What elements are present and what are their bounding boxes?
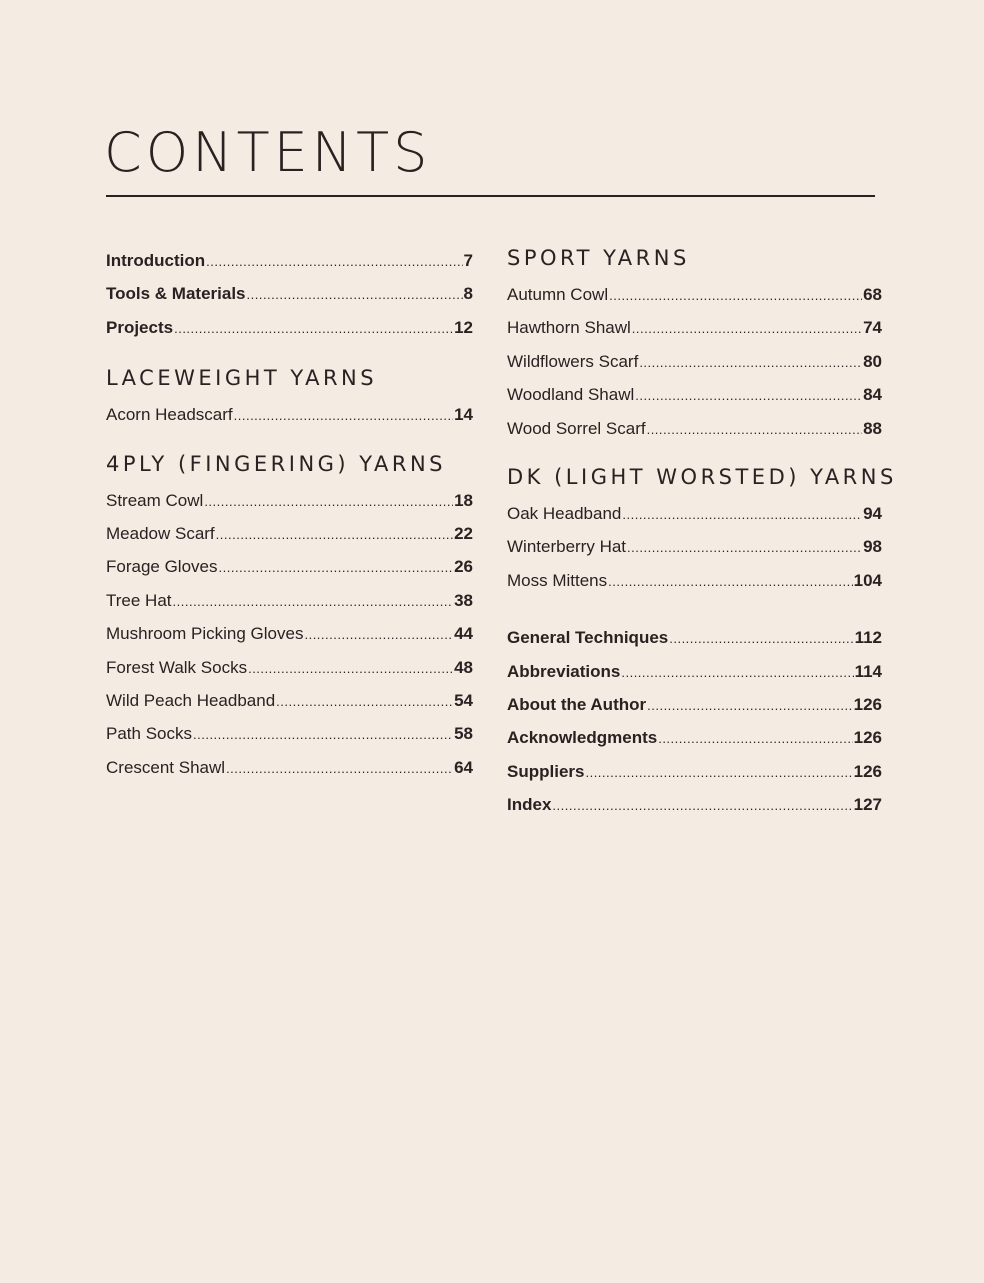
toc-entry-label: Crescent Shawl — [106, 757, 226, 777]
page-title: CONTENTS — [104, 121, 432, 184]
toc-entry[interactable] — [507, 311, 882, 344]
toc-entry[interactable] — [507, 278, 882, 311]
front-matter-list — [106, 244, 473, 344]
toc-entry-page: 112 — [854, 628, 882, 648]
toc-entry-page: 22 — [454, 523, 473, 543]
dot-leader — [248, 652, 453, 685]
dot-leader — [647, 689, 853, 722]
dot-leader — [206, 245, 462, 278]
toc-entry-page: 126 — [853, 761, 882, 781]
toc-entry-page: 14 — [454, 405, 473, 425]
dot-leader — [639, 346, 862, 379]
dot-leader — [658, 722, 852, 755]
toc-entry[interactable] — [507, 564, 882, 597]
toc-entry-page: 18 — [454, 490, 473, 510]
section-heading-laceweight: LACEWEIGHT YARNS — [106, 366, 378, 391]
toc-entry-page: 64 — [454, 757, 473, 777]
toc-entry-page: 8 — [463, 284, 473, 304]
toc-entry-page: 127 — [853, 795, 882, 815]
toc-entry-tools-materials[interactable] — [106, 277, 473, 310]
dot-leader — [174, 312, 453, 345]
dot-leader — [669, 622, 853, 655]
toc-entry-general-techniques[interactable] — [507, 621, 882, 654]
dot-leader — [585, 756, 852, 789]
toc-entry[interactable] — [106, 651, 473, 684]
dk-list — [507, 497, 882, 597]
dot-leader — [627, 531, 862, 564]
toc-entry-label: Stream Cowl — [106, 490, 204, 510]
toc-entry-label: General Techniques — [507, 628, 669, 648]
toc-entry[interactable] — [106, 517, 473, 550]
toc-entry-label: Mushroom Picking Gloves — [106, 624, 304, 644]
title-divider — [106, 195, 875, 197]
toc-entry[interactable] — [507, 497, 882, 530]
toc-entry-page: 94 — [863, 503, 882, 523]
toc-entry[interactable] — [507, 530, 882, 563]
dot-leader — [216, 518, 453, 551]
dot-leader — [304, 618, 453, 651]
toc-entry-page: 44 — [454, 624, 473, 644]
dot-leader — [247, 278, 463, 311]
toc-entry-label: Tree Hat — [106, 590, 172, 610]
toc-entry-page: 58 — [454, 724, 473, 744]
toc-entry-label: Wild Peach Headband — [106, 690, 276, 710]
toc-entry-introduction[interactable] — [106, 244, 473, 277]
toc-entry-abbreviations[interactable] — [507, 655, 882, 688]
toc-entry-page: 98 — [863, 537, 882, 557]
toc-entry-label: About the Author — [507, 694, 647, 714]
toc-entry-page: 88 — [863, 418, 882, 438]
toc-entry-page: 48 — [454, 657, 473, 677]
dot-leader — [173, 585, 454, 618]
toc-entry[interactable] — [106, 398, 473, 431]
toc-entry-page: 114 — [854, 661, 882, 681]
laceweight-list — [106, 398, 473, 431]
dot-leader — [622, 498, 862, 531]
toc-entry-label: Index — [507, 795, 552, 815]
dot-leader — [276, 685, 453, 718]
toc-entry-page: 126 — [853, 694, 882, 714]
toc-entry-label: Suppliers — [507, 761, 585, 781]
toc-entry-projects[interactable] — [106, 311, 473, 344]
toc-entry-label: Winterberry Hat — [507, 537, 627, 557]
toc-entry[interactable] — [106, 484, 473, 517]
toc-entry-label: Tools & Materials — [106, 284, 246, 304]
dot-leader — [621, 656, 853, 689]
section-heading-dk: DK (LIGHT WORSTED) YARNS — [507, 464, 897, 489]
toc-entry-acknowledgments[interactable] — [507, 721, 882, 754]
toc-entry[interactable] — [507, 412, 882, 445]
dot-leader — [193, 718, 453, 751]
toc-entry-label: Forest Walk Socks — [106, 657, 248, 677]
toc-entry-page: 74 — [863, 318, 882, 338]
sport-list — [507, 278, 882, 445]
dot-leader — [234, 399, 453, 432]
toc-entry-label: Projects — [106, 317, 174, 337]
toc-entry-label: Woodland Shawl — [507, 385, 635, 405]
toc-entry[interactable] — [507, 345, 882, 378]
toc-entry[interactable] — [106, 550, 473, 583]
toc-entry-label: Acknowledgments — [507, 728, 658, 748]
toc-entry-page: 104 — [853, 570, 882, 590]
toc-entry-label: Meadow Scarf — [106, 523, 215, 543]
toc-entry-page: 80 — [863, 351, 882, 371]
dot-leader — [609, 279, 862, 312]
toc-entry-label: Hawthorn Shawl — [507, 318, 631, 338]
toc-entry[interactable] — [106, 751, 473, 784]
toc-entry[interactable] — [106, 684, 473, 717]
toc-entry-page: 38 — [454, 590, 473, 610]
toc-entry-label: Path Socks — [106, 724, 192, 744]
toc-entry-page: 54 — [454, 690, 473, 710]
toc-entry-label: Autumn Cowl — [507, 285, 609, 304]
fourply-list — [106, 484, 473, 785]
toc-entry-label: Abbreviations — [507, 661, 621, 681]
toc-entry-page: 126 — [853, 728, 882, 748]
toc-entry-suppliers[interactable] — [507, 755, 882, 788]
toc-entry-page: 68 — [863, 285, 882, 304]
toc-entry-label: Wildflowers Scarf — [507, 351, 639, 371]
section-heading-4ply: 4PLY (FINGERING) YARNS — [106, 451, 446, 476]
dot-leader — [608, 565, 852, 598]
toc-entry-label: Wood Sorrel Scarf — [507, 418, 646, 438]
toc-entry-label: Introduction — [106, 251, 206, 270]
toc-entry-page: 12 — [454, 317, 473, 337]
dot-leader — [204, 485, 453, 518]
back-matter-list — [507, 621, 882, 821]
dot-leader — [647, 413, 863, 446]
left-column — [106, 244, 473, 784]
dot-leader — [632, 312, 862, 345]
toc-entry-label: Oak Headband — [507, 503, 622, 523]
toc-entry-page: 84 — [863, 385, 882, 405]
toc-entry[interactable] — [106, 617, 473, 650]
dot-leader — [226, 752, 453, 785]
right-column — [507, 244, 897, 821]
toc-entry[interactable] — [106, 717, 473, 750]
toc-entry-page: 7 — [463, 251, 473, 270]
toc-entry-about-author[interactable] — [507, 688, 882, 721]
toc-entry-label: Forage Gloves — [106, 557, 218, 577]
toc-entry-index[interactable] — [507, 788, 882, 821]
dot-leader — [219, 551, 454, 584]
toc-entry-label: Moss Mittens — [507, 570, 608, 590]
toc-entry-label: Acorn Headscarf — [106, 405, 233, 425]
toc-entry[interactable] — [507, 378, 882, 411]
toc-entry-page: 26 — [454, 557, 473, 577]
section-heading-sport: SPORT YARNS — [507, 246, 690, 270]
toc-entry[interactable] — [106, 584, 473, 617]
dot-leader — [552, 789, 852, 822]
dot-leader — [635, 379, 862, 412]
